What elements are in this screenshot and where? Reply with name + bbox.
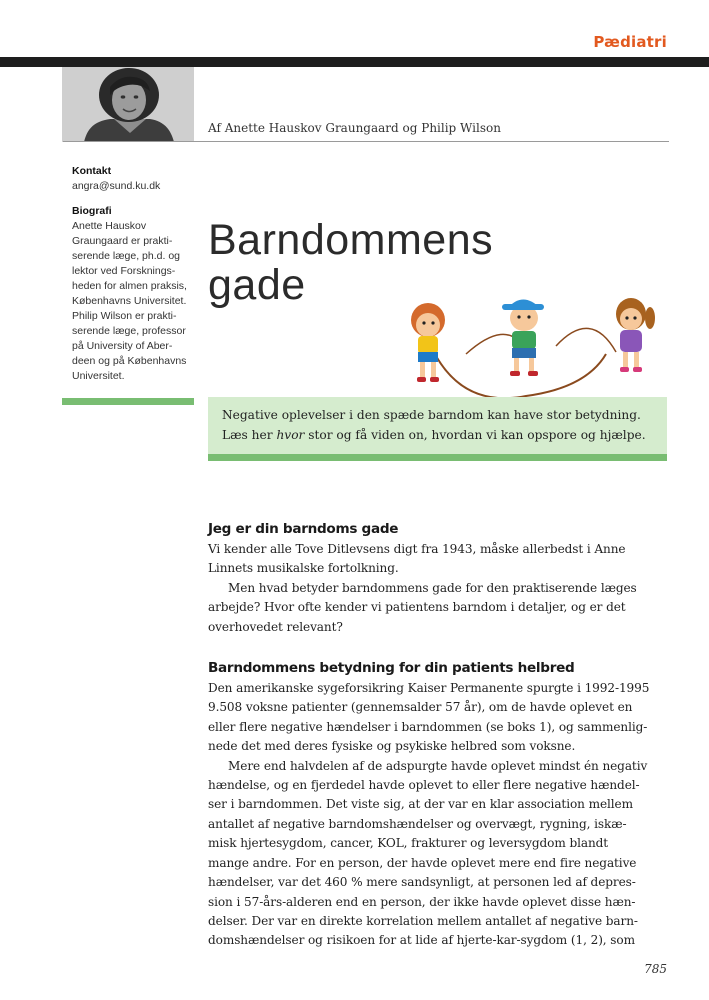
bio-line: Anette Hauskov — [72, 220, 147, 232]
child-left-figure — [411, 303, 445, 382]
body-line: ser i barndommen. Det viste sig, at der var en klar association mellem — [208, 797, 633, 812]
section-heading-childhood-street: Jeg er din barndoms gade — [208, 521, 399, 537]
title-line-2: gade — [208, 261, 306, 309]
bio-line: lektor ved Forsknings- — [72, 265, 176, 277]
contact-block — [72, 164, 197, 194]
lead-emphasis: hvor — [276, 428, 305, 442]
title-line-1: Barndommens — [208, 216, 494, 264]
body-line: Den amerikanske sygeforsikring Kaiser Permanente spurgte i 1992-1995 — [208, 681, 650, 696]
lead-line-2 — [222, 425, 662, 445]
bio-block — [72, 204, 197, 384]
sidebar — [72, 164, 197, 394]
body-line: Men hvad betyder barndommens gade for den praktiserende læges — [228, 580, 637, 595]
page-number: 785 — [644, 962, 667, 976]
section-gap — [208, 637, 670, 657]
bio-line: heden for almen praksis, — [72, 280, 187, 292]
section-label: Pædiatri — [593, 33, 667, 51]
lead-line-2-post: stor og få viden on, hvordan vi kan opspore og hjælpe. — [304, 428, 646, 442]
body-line: Vi kender alle Tove Ditlevsens digt fra 1943, måske allerbedst i Anne — [208, 542, 626, 556]
body-line: delser. Der var en direkte korrelation mellem antallet af negative barn- — [208, 913, 638, 928]
bio-line: deen og på Københavns — [72, 355, 187, 367]
body-line: misk hjertesygdom, cancer, KOL, frakturer og leversygdom blandt — [208, 836, 609, 851]
body-line: Linnets musikalske fortolkning. — [208, 561, 399, 576]
body-line: 9.508 voksne patienter (gennemsalder 57 år), om de havde oplevet en — [208, 700, 633, 715]
child-middle-figure — [502, 299, 544, 376]
byline: Af Anette Hauskov Graungaard og Philip Wilson — [208, 121, 501, 135]
bio-line: Graungaard er prakti- — [72, 235, 173, 247]
body-line: eller flere negative hændelser i barndommen (se boks 1), og sammenlig- — [208, 719, 648, 734]
contact-email[interactable]: angra@sund.ku.dk — [72, 180, 161, 192]
body-line: sion i 57-års-alderen end en person, der ikke havde oplevet disse hæn- — [208, 894, 636, 909]
bio-line: Universitet. — [72, 370, 125, 382]
child-right-figure — [616, 298, 655, 372]
section-heading-childhood-health: Barndommens betydning for din patients helbred — [208, 660, 575, 677]
bio-line: på University of Aber- — [72, 340, 173, 352]
lead-box — [208, 397, 667, 461]
article-body — [208, 518, 670, 951]
bio-heading: Biografi — [72, 205, 112, 217]
bio-line: Philip Wilson er prakti- — [72, 310, 177, 322]
bio-line: serende læge, professor — [72, 325, 186, 337]
children-jump-rope-illustration — [406, 288, 676, 400]
sidebar-green-rule — [62, 398, 194, 405]
contact-heading: Kontakt — [72, 165, 112, 177]
body-line: Mere end halvdelen af de adspurgte havde oplevet mindst én negativ — [228, 758, 648, 773]
lead-line-1: Negative oplevelser i den spæde barndom kan have stor betydning. — [222, 408, 641, 422]
body-line: domshændelser og risikoen for at lide af hjerte-kar-sygdom (1, 2), som — [208, 933, 635, 948]
body-line: antallet af negative barndomshændelser og overvægt, rygning, iskæ- — [208, 816, 627, 831]
bio-line: serende læge, ph.d. og — [72, 250, 180, 262]
body-line: arbejde? Hvor ofte kender vi patientens barndom i detaljer, og er det — [208, 600, 626, 615]
body-line: mange andre. For en person, der havde oplevet mere end fire negative — [208, 855, 637, 870]
lead-text — [222, 405, 662, 445]
body-line: hændelse, og en fjerdedel havde oplevet to eller flere negative hændel- — [208, 778, 640, 793]
body-line: hændelser, var det 460 % mere sandsynligt, at personen led af depres- — [208, 875, 636, 890]
lead-line-2-pre: Læs her — [222, 428, 277, 442]
bio-line: Københavns Universitet. — [72, 295, 187, 307]
body-line: nede det med deres fysiske og psykiske helbred som voksne. — [208, 739, 576, 754]
top-bar — [0, 57, 709, 67]
body-line: overhovedet relevant? — [208, 619, 343, 634]
